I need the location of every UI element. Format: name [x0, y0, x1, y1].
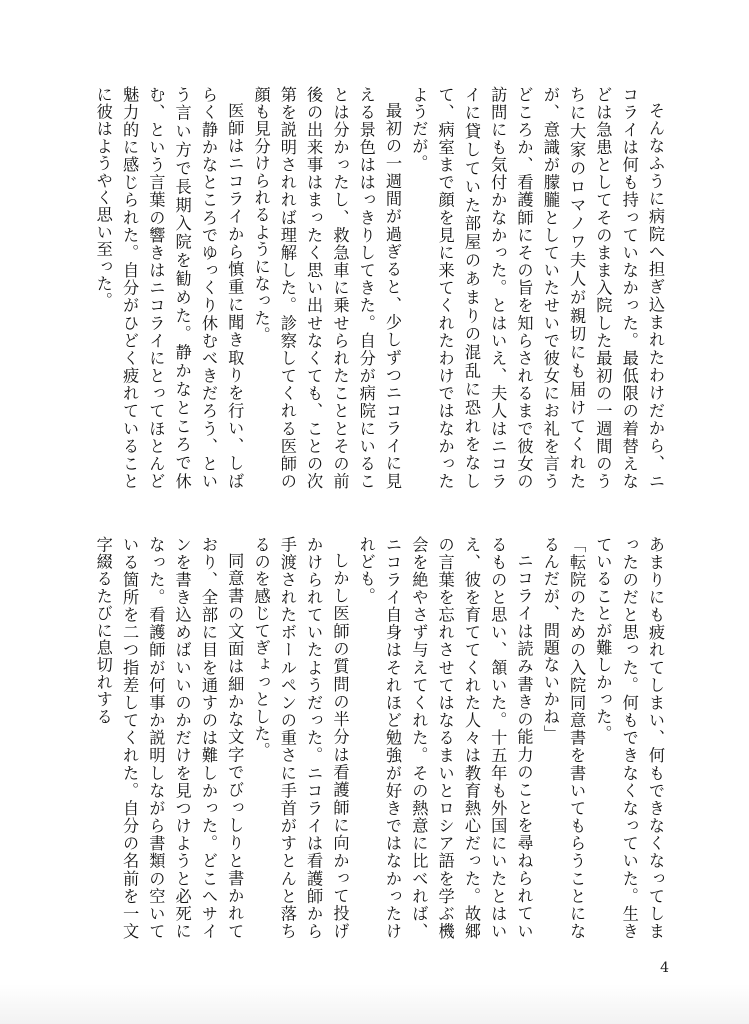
- page-edge-shadow: [0, 984, 749, 1024]
- paragraph: そんなふうに病院へ担ぎ込まれたわけだから、ニコライは何も持っていなかった。最低限の着替えなどは急患としてそのまま入院した最初の一週間のうちに大家のロマノワ夫人が親切にも届けてくれたが、意識が朦朧としていたせいで彼女にお礼を言うどころか、看護師にその旨を知らされるまで彼女の訪問にも気付かなかった。とはいえ、夫人はニコライに貸していた部屋のあまりの混乱に恐れをなして、病室まで顔を見に来てくれたわけではなかったようだが。: [409, 86, 665, 490]
- paragraph: 同意書の文面は細かな文字でびっしりと書かれており、全部に目を通すのは難しかった。どこへサインを書き込めばいいのかだけを見つけようと必死になった。看護師が何事か説明しながら書類の空いている箇所を二つ指差してくれた。自分の名前を一文字綴るたびに息切れする: [93, 536, 245, 940]
- paragraph-continuation: あまりにも疲れてしまい、何もできなくなってしまったのだと思った。何もできなくなっていた。生きていることが難しかった。: [593, 536, 665, 940]
- paragraph: 医師はニコライから慎重に聞き取りを行い、しばらく静かなところでゆっくり休むべきだろう、という言い方で長期入院を勧めた。静かなところで休む、という言葉の響きはニコライにとってほとんど魅力的に感じられた。自分がひどく疲れていることに彼はようやく思い至った。: [93, 86, 245, 490]
- dialogue-line: 「転院のための入院同意書を書いてもらうことになるんだが、問題ないかね」: [540, 536, 587, 940]
- text-block-lower: [93, 536, 668, 940]
- page-number: 4: [660, 960, 669, 976]
- paragraph: ニコライは読み書きの能力のことを尋ねられているものと思い、頷いた。十五年も外国にいたとはいえ、彼を育ててくれた人々は教育熱心だった。故郷の言葉を忘れさせてはなるまいとロシア語を学ぶ機会を絶やさず与えてくれた。その熱意に比べれば、ニコライ自身はそれほど勉強が好きではなかったけれども。: [356, 536, 534, 940]
- paragraph: 最初の一週間が過ぎると、少しずつニコライに見える景色ははっきりしてきた。自分が病院にいることは分かったし、救急車に乗せられたこととその前後の出来事はまったく思い出せなくても、ことの次第を説明されれば理解した。診察してくれる医師の顔も見分けられるようになった。: [251, 86, 403, 490]
- text-block-upper: [93, 86, 668, 490]
- paragraph: しかし医師の質問の半分は看護師に向かって投げかけられていたようだった。ニコライは看護師から手渡されたボールペンの重さに手首がすとんと落ちるのを感じてぎょっとした。: [251, 536, 350, 940]
